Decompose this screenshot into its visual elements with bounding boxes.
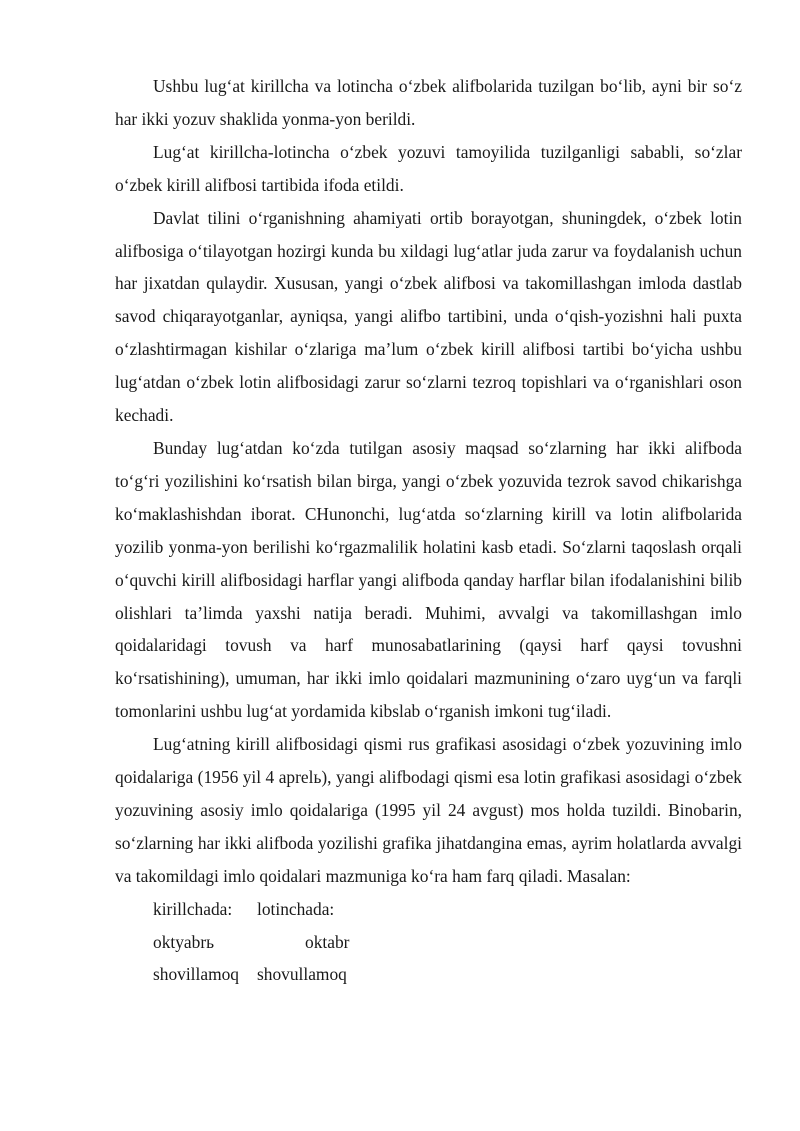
examples-header bbox=[115, 893, 742, 926]
paragraph-importance: Davlat tilini o‘rganishning ahamiyati ortib borayotgan, shuningdek, o‘zbek lotin alifbosiga o‘tilayotgan hozirgi kunda bu xildagi lug‘atlar juda zarur va foydalanish uchun har jixatdan qulaydir. Xususan, yangi o‘zbek alifbosi va takomillashgan imloda dastlab savod chiqarayotganlar, ayniqsa, yangi alifbo tartibini, unda o‘qish-yozishni hali puxta o‘zlashtirmagan kishilar o‘zlariga ma’lum o‘zbek kirill alifbosi tartibi bo‘yicha ushbu lug‘atdan o‘zbek lotin alifbosidagi zarur so‘zlarni tezroq topishlari va o‘rganishlari oson kechadi. bbox=[115, 207, 742, 426]
example-row bbox=[115, 926, 742, 959]
examples-list bbox=[115, 893, 742, 992]
example-row bbox=[115, 958, 742, 991]
examples-header-latin: lotinchada: bbox=[257, 898, 335, 919]
paragraph-intro: Ushbu lug‘at kirillcha va lotincha o‘zbek alifbolarida tuzilgan bo‘lib, ayni bir so‘z har ikki yozuv shaklida yonma-yon berildi. bbox=[115, 76, 742, 129]
paragraph-purpose: Bunday lug‘atdan ko‘zda tutilgan asosiy maqsad so‘zlarning har ikki alifboda to‘g‘ri yozilishini ko‘rsatish bilan birga, yangi o‘zbek yozuvida tezrok savod chikarishga ko‘maklashishdan iborat. CHunonchi, lug‘atda so‘zlarning kirill va lotin alifbolarida yozilib yonma-yon berilishi ko‘rgazmalilik holatini kasb etadi. So‘zlarni taqoslash orqali o‘quvchi kirill alifbosidagi harflar yangi alifboda qanday harflar bilan ifodalanishini bilib olishlari ta’limda yaxshi natija beradi. Muhimi, avvalgi va takomillashgan imlo qoidalaridagi tovush va harf munosabatlarining (qaysi harf qaysi tovushni ko‘rsatishining), umuman, har ikki imlo qoidalari mazmunining o‘zaro uyg‘un va farqli tomonlarini ushbu lug‘at yordamida kibslab o‘rganish imkoni tug‘iladi. bbox=[115, 437, 742, 722]
paragraph-rules: Lug‘atning kirill alifbosidagi qismi rus grafikasi asosidagi o‘zbek yozuvining imlo qoidalariga (1956 yil 4 aprelь), yangi alifbodagi qismi esa lotin grafikasi asosidagi o‘zbek yozuvining asosiy imlo qoidalariga (1995 yil 24 avgust) mos holda tuzildi. Binobarin, so‘zlarning har ikki alifboda yozilishi grafika jihatdangina emas, ayrim holatlarda avvalgi va takomildagi imlo qoidalari mazmuniga ko‘ra ham farq qiladi. Masalan: bbox=[115, 734, 742, 886]
example-cyrillic: oktyabrь bbox=[153, 931, 215, 952]
examples-header-cyrillic: kirillchada: bbox=[153, 898, 233, 919]
example-latin: oktabr bbox=[305, 931, 350, 952]
example-latin: shovullamoq bbox=[257, 964, 347, 985]
example-cyrillic: shovillamoq bbox=[153, 964, 239, 985]
document-page bbox=[115, 70, 742, 991]
paragraph-order: Lug‘at kirillcha-lotincha o‘zbek yozuvi tamoyilida tuzilganligi sababli, so‘zlar o‘zbek kirill alifbosi tartibida ifoda etildi. bbox=[115, 141, 742, 195]
